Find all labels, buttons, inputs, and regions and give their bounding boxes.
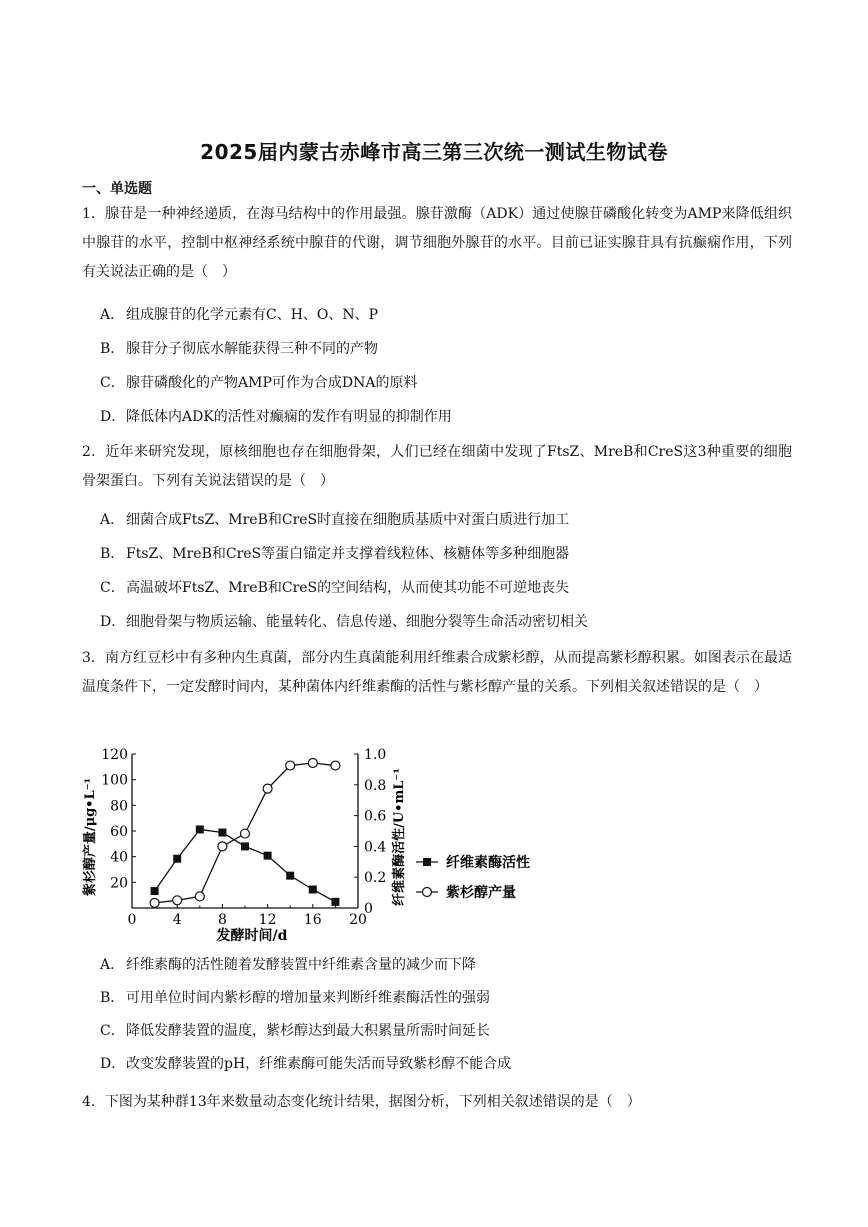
option-text: 腺苷磷酸化的产物AMP可作为合成DNA的原料 [126, 375, 418, 391]
taxol-yield-point [150, 898, 159, 907]
enzyme-activity-point [241, 842, 249, 850]
option-letter: A． [100, 307, 125, 323]
taxol-yield-point [263, 784, 272, 793]
enzyme-activity-point [196, 825, 204, 833]
option-letter: D． [100, 1056, 126, 1072]
enzyme-activity-point [264, 852, 272, 860]
chart-legend [416, 854, 530, 901]
option-text: 可用单位时间内紫杉醇的增加量来判断纤维素酶活性的强弱 [126, 990, 490, 1006]
legend-label: 纤维素酶活性 [446, 855, 530, 871]
right-y-tick-label: 1.0 [364, 747, 387, 763]
enzyme-activity-point [173, 855, 181, 863]
left-y-axis-label: 紫杉醇产量/μg•L⁻¹ [83, 777, 98, 897]
option-text: 组成腺苷的化学元素有C、H、O、N、P [126, 307, 379, 323]
question-1-option-b [100, 339, 378, 359]
left-y-tick-label: 80 [110, 798, 128, 815]
left-y-tick-label: 40 [110, 849, 128, 866]
question-3-option-c [100, 1021, 490, 1041]
option-letter: C． [100, 375, 125, 391]
right-y-tick-label: 0.6 [364, 808, 387, 825]
exam-title: 2025届内蒙古赤峰市高三第三次统一测试生物试卷 [200, 140, 668, 164]
enzyme-activity-line [155, 829, 336, 901]
taxol-yield-point [241, 829, 250, 838]
option-letter: B． [100, 341, 125, 357]
x-axis-label: 发酵时间/d [216, 928, 288, 944]
taxol-yield-point [218, 842, 227, 851]
taxol-yield-point [286, 761, 295, 770]
x-tick-label: 12 [258, 912, 277, 928]
option-text: 改变发酵装置的pH，纤维素酶可能失活而导致紫杉醇不能合成 [126, 1056, 512, 1072]
option-text: 降低发酵装置的温度，紫杉醇达到最大积累量所需时间延长 [126, 1023, 490, 1039]
question-2-stem: 2．近年来研究发现，原核细胞也存在细胞骨架，人们已经在细菌中发现了FtsZ、MreB和CreS这3种重要的细胞骨架蛋白。下列有关说法错误的是（ ） [82, 444, 792, 489]
question-3-option-d [100, 1054, 511, 1074]
legend-label: 紫杉醇产量 [446, 885, 516, 901]
taxol-yield-point [308, 758, 317, 767]
option-text: 腺苷分子彻底水解能获得三种不同的产物 [126, 341, 378, 357]
question-1-option-a [100, 305, 378, 325]
x-tick-label: 8 [217, 912, 227, 928]
question-2-option-c [100, 578, 569, 598]
option-text: 高温破坏FtsZ、MreB和CreS的空间结构，从而使其功能不可逆地丧失 [126, 580, 570, 596]
right-y-tick-label: 0 [364, 901, 373, 917]
option-letter: A． [100, 512, 125, 528]
option-letter: B． [100, 546, 125, 562]
question-2-option-b [100, 544, 569, 564]
question-2-option-a [100, 510, 569, 530]
option-text: 纤维素酶的活性随着发酵装置中纤维素含量的减少而下降 [126, 957, 476, 973]
question-1-option-d [100, 407, 452, 427]
enzyme-activity-point [331, 898, 339, 906]
legend-circle-marker [423, 888, 432, 897]
option-letter: D． [100, 409, 126, 425]
right-y-tick-label: 0.4 [364, 839, 387, 856]
x-tick-label: 0 [127, 912, 137, 928]
option-text: 降低体内ADK的活性对癫痫的发作有明显的抑制作用 [126, 409, 452, 425]
left-y-tick-label: 120 [101, 747, 128, 763]
chart-series [150, 758, 340, 907]
enzyme-activity-point [286, 872, 294, 880]
option-letter: C． [100, 580, 125, 596]
taxol-yield-point [195, 892, 204, 901]
x-tick-label: 4 [172, 912, 182, 928]
enzyme-activity-point [151, 887, 159, 895]
left-y-tick-label: 60 [110, 824, 128, 840]
right-y-tick-label: 0.2 [364, 870, 387, 887]
x-tick-label: 20 [349, 912, 367, 928]
option-text: 细胞骨架与物质运输、能量转化、信息传递、细胞分裂等生命活动密切相关 [126, 614, 588, 630]
legend-square-marker [423, 858, 431, 866]
section-heading: 一、单选题 [82, 181, 152, 197]
enzyme-activity-point [218, 829, 226, 837]
enzyme-activity-point [309, 886, 317, 894]
x-tick-label: 16 [303, 912, 322, 928]
question-2-option-d [100, 612, 588, 632]
question-3-option-a [100, 955, 476, 975]
right-y-axis-label: 纤维素酶活性/U•mL⁻¹ [392, 768, 407, 906]
option-letter: A． [100, 957, 125, 973]
enzyme-taxol-chart [70, 740, 570, 950]
option-letter: C． [100, 1023, 125, 1039]
question-1-option-c [100, 373, 417, 393]
taxol-yield-point [173, 896, 182, 905]
left-y-tick-label: 100 [101, 772, 128, 789]
question-3-stem: 3．南方红豆杉中有多种内生真菌，部分内生真菌能利用纤维素合成紫杉醇，从而提高紫杉醇积累。如图表示在最适温度条件下，一定发酵时间内，某种菌体内纤维素酶的活性与紫杉醇产量的关系。下列相关叙述错误的是（ ） [82, 650, 792, 695]
taxol-yield-point [331, 761, 340, 770]
option-text: 细菌合成FtsZ、MreB和CreS时直接在细胞质基质中对蛋白质进行加工 [126, 512, 570, 528]
question-3-option-b [100, 988, 490, 1008]
option-letter: D． [100, 614, 126, 630]
left-y-tick-label: 20 [110, 875, 128, 892]
option-letter: B． [100, 990, 125, 1006]
right-y-tick-label: 0.8 [364, 777, 387, 794]
option-text: FtsZ、MreB和CreS等蛋白锚定并支撑着线粒体、核糖体等多种细胞器 [126, 546, 570, 562]
question-4-stem: 4．下图为某种群13年来数量动态变化统计结果，据图分析，下列相关叙述错误的是（ ） [82, 1094, 641, 1110]
question-1-stem: 1．腺苷是一种神经递质，在海马结构中的作用最强。腺苷激酶（ADK）通过使腺苷磷酸化转变为AMP来降低组织中腺苷的水平，控制中枢神经系统中腺苷的代谢，调节细胞外腺苷的水平。目前已证实腺苷具有抗癫痫作用，下列有关说法正确的是（ ） [82, 206, 792, 280]
